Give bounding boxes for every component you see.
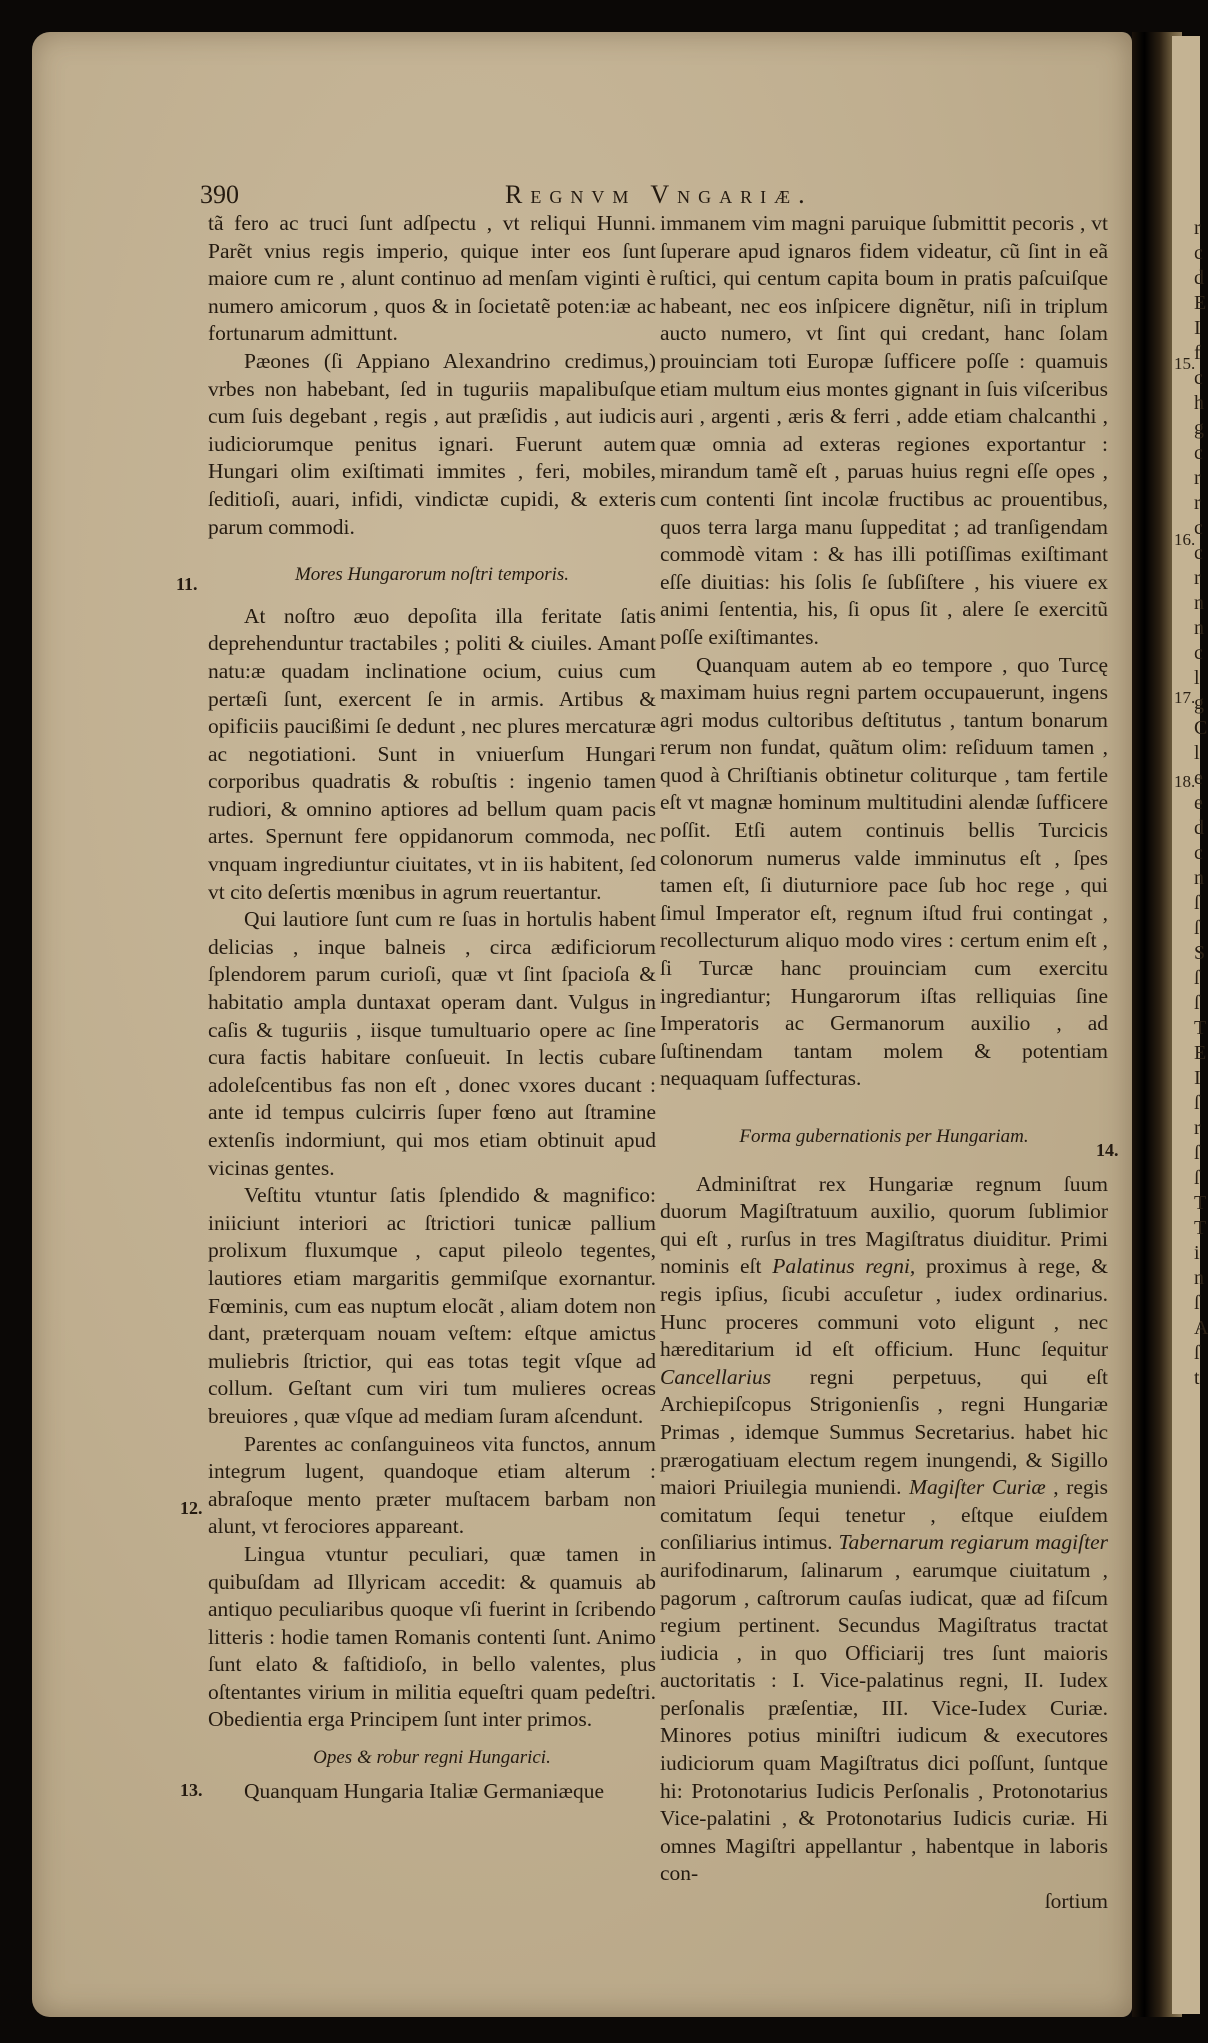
marginal-number-12: 12. — [180, 1498, 203, 1518]
catchword: ſortium — [1044, 1889, 1108, 1914]
folio-number: 390 — [200, 180, 239, 209]
paragraph: At noſtro æuo depoſita illa feritate ſatis deprehenduntur tractabiles ; politi & ciuiles. Amant natu:æ quadam inclinatione ocium, cuius cum pertæſi ſunt, exercent ſe in armis. Artibus & opificiis paucißimi ſe dedunt , nec plures mercaturæ ac negotiationi. Sunt in vniuerſum Hungari corporibus quadratis & robuſtis : ingenio tamen rudiori, & omnino aptiores ad bellum quam pacis artes. Spernunt fere oppidanorum commoda, nec vnquam ingrediuntur ciuitates, vt in iis habitent, ſed vt cito deſertis mœnibus in agrum reuertantur. — [208, 603, 656, 904]
paragraph: Quanquam autem ab eo tempore , quo Turcę maximam huius regni partem occupauerunt, ingens agri modus cultoribus deſtitutus , tantum bonarum rerum non fundat, quãtum olim: reſiduum tamen , quod à Chriſtianis obtinetur coliturque , tam fertile eſt vt magnæ hominum multitudini alendæ ſufficere poſſit. Etſi autem continuis bellis Turcicis colonorum numerus valde imminutus eſt , ſpes tamen eſt, ſi diuturniore pace ſub hoc rege , qui ſimul Imperator eſt, regnum iſtud frui contingat , recollecturum aliquo modo vires : certum enim eſt , ſi Turcæ hanc prouinciam cum exercitu ingrediantur; Hungarorum iſtas relliquias ſine Imperatoris ac Germanorum auxilio , ad ſuſtinendam tantam molem & potentiam nequaquam ſuffecturas. — [660, 652, 1108, 1091]
paragraph: Pæones (ſi Appiano Alexandrino credimus,) vrbes non habebant, ſed in tuguriis mapalibuſque cum ſuis degebant , regis , aut præſidis , aut iudicis iudiciorumque penitus ignari. Fuerunt autem Hungari olim exiſtimati immites , feri, mobiles, ſeditioſi, auari, infidi, vindictæ cupidi, & exteris parum commodi. — [208, 348, 656, 539]
marginal-number-18: 18. — [1174, 772, 1196, 791]
running-head: Regnvm Vngariæ. — [505, 180, 813, 209]
facing-page-edge-letters: r c d E I f c h g c r r c c r n n c l g C l e e d c n ſ ſ S ſ ſ T E I ſ r ſ ſ T T i n ſ A ſ t — [1194, 217, 1208, 1389]
text-run: proximus à rege, & regis ipſius, ſicubi accuſetur , iudex ordinarius. Hunc proceres communi voto eligunt , nec hæreditarium id eſt officium. Hunc ſequitur — [660, 1254, 1108, 1362]
paragraph: Quanquam Hungaria Italiæ Germaniæque — [244, 1778, 605, 1803]
paragraph: Lingua vtuntur peculiari, quæ tamen in quibuſdam ad Illyricam accedit: & quamuis ab antiquo peculiaribus quoque vſi fuerint in ſcribendo litteris : hodie tamen Romanis contenti ſunt. Animo ſunt elato & faſtidioſo, in bello valentes, plus oſtentantes virium in militia equeſtri quam pedeſtri. Obedientia erga Principem ſunt inter primos. — [208, 1541, 656, 1732]
paragraph: Qui lautiore ſunt cum re ſuas in hortulis habent delicias , inque balneis , circa ædificiorum ſplendorem parum curioſi, quæ vt ſint ſpacioſa & habitatio ampla duntaxat operam dant. Vulgus in caſis & tuguriis , iisque tumultuario opere ac ſine cura factis habitare conſueuit. In lectis cubare adoleſcentibus fas non eſt , donec vxores ducant : ante id tempus culcirris ſuper fœno aut ſtramine extenſis indormiunt, qui mos etiam obtinuit apud vicinas gentes. — [208, 907, 656, 1180]
italic-term: Cancellarius — [660, 1364, 772, 1389]
text-run: aurifodinarum, ſalinarum , earumque ciuitatum , pagorum , caſtrorum cauſas iudicat, quæ ad fiſcum regium pertinent. Secundus Magiſtratus tractat iudicia , in quo Officiarij tres ſunt maioris auctoritatis : I. Vice-palatinus regni, II. Iudex perſonalis præſentiæ, III. Vice-Iudex Curiæ. Minores potius miniſtri iudicum & executores iudiciorum quam Magiſtratus dici poſſunt, ſuntque hi: Protonotarius Iudicis Perſonalis , Protonotarius Vice-palatini , & Protonotarius Iudicis curiæ. Hi omnes Magiſtri appellantur , habentque in laboris con- — [660, 1557, 1108, 1886]
text-run: regni perpetuus, qui eſt Archiepiſcopus Strigonienſis , regni Hungariæ Primas , idemque Summus Secretarius. habet hic prærogatiuam electum regem inungendi, & Sigillo maiori Priuilegia muniendi. — [660, 1364, 1108, 1500]
marginal-number-14: 14. — [1096, 1140, 1119, 1160]
right-column — [660, 210, 1108, 1916]
facing-page-strip — [1172, 36, 1208, 2014]
marginal-number-15: 15. — [1174, 354, 1196, 373]
paragraph — [660, 1171, 1108, 1888]
text-run: Adminiſtrat rex Hungariæ regnum ſuum duorum Magiſtratuum auxilio, quorum ſublimior qui eſt , rurſus in tres Magiſtratus diuiditur. Primi nominis eſt — [660, 1171, 1108, 1279]
paragraph: Veſtitu vtuntur ſatis ſplendido & magnifico: iniiciunt interiori ac ſtrictiori tunicæ pallium prolixum fluxumque , caput pileolo tegentes, lautiores etiam margaritis gemmiſque exornantur. Fœminis, cum eas nuptum elocãt , aliam dotem non dant, præterquam nouam veſtem: eſtque amictus muliebris ſtrictior, qui eas totas tegit vſque ad collum. Geſtant cum viri tum mulieres ocreas breuiores , quæ vſque ad mediam ſuram aſcendunt. — [208, 1183, 656, 1428]
paragraph: tã fero ac truci ſunt adſpectu , vt reliqui Hunni. Parẽt vnius regis imperio, quique inter eos ſunt maiore cum re , alunt continuo ad menſam viginti è numero amicorum , quos & in ſocietatẽ poten:iæ ac fortunarum admittunt. — [208, 211, 656, 346]
section-heading: Opes & robur regni Hungarici. — [313, 1747, 551, 1769]
italic-term: Palatinus regni, — [772, 1254, 916, 1279]
section-heading: Forma gubernationis per Hungariam. — [739, 1126, 1029, 1147]
marginal-number-17: 17. — [1174, 688, 1196, 707]
text-run: , regis comitatum ſequi tenetur , eſtque eiuſdem conſiliarius intimus. — [660, 1475, 1109, 1555]
section-heading: Mores Hungarorum noſtri temporis. — [294, 564, 570, 586]
paragraph: Parentes ac conſanguineos vita functos, annum integrum lugent, quandoque etiam alterum : abraſoque mento præter muſtacem barbam non alunt, vt ferociores appareant. — [208, 1431, 656, 1539]
marginal-number-11: 11. — [176, 574, 198, 594]
marginal-number-16: 16. — [1174, 530, 1196, 549]
marginal-number-13: 13. — [180, 1780, 203, 1800]
italic-term: Magiſter Curiæ — [909, 1475, 1046, 1500]
left-column — [208, 210, 656, 1805]
italic-term: Tabernarum regiarum magiſter — [838, 1530, 1108, 1555]
paragraph: immanem vim magni paruique ſubmittit pecoris , vt ſuperare apud ignaros fidem videatur, cũ ſint in eã ruſtici, qui centum capita boum in pratis paſcuiſque habeant, nec eos inſpicere dignẽtur, niſi in triplum aucto numero, vt ſint qui credant, hanc ſolam prouinciam toti Europæ ſufficere poſſe : quamuis etiam multum eius montes gignant in ſuis viſceribus auri , argenti , æris & ferri , adde etiam chalcanthi , quæ omnia ad exteras regiones exportantur : mirandum tamẽ eſt , paruas huius regni eſſe opes , cum contenti ſint incolæ fructibus ac prouentibus, quos terra larga manu ſuppeditat ; ad tranſigendam commodè vitam : & has illi potiſſimas exiſtimant eſſe diuitias: his ſolis ſe ſubſiſtere , his viuere ex animi ſententia, his, ſi opus ſit , alere ſe exercitũ poſſe exiſtimantes. — [660, 211, 1108, 649]
